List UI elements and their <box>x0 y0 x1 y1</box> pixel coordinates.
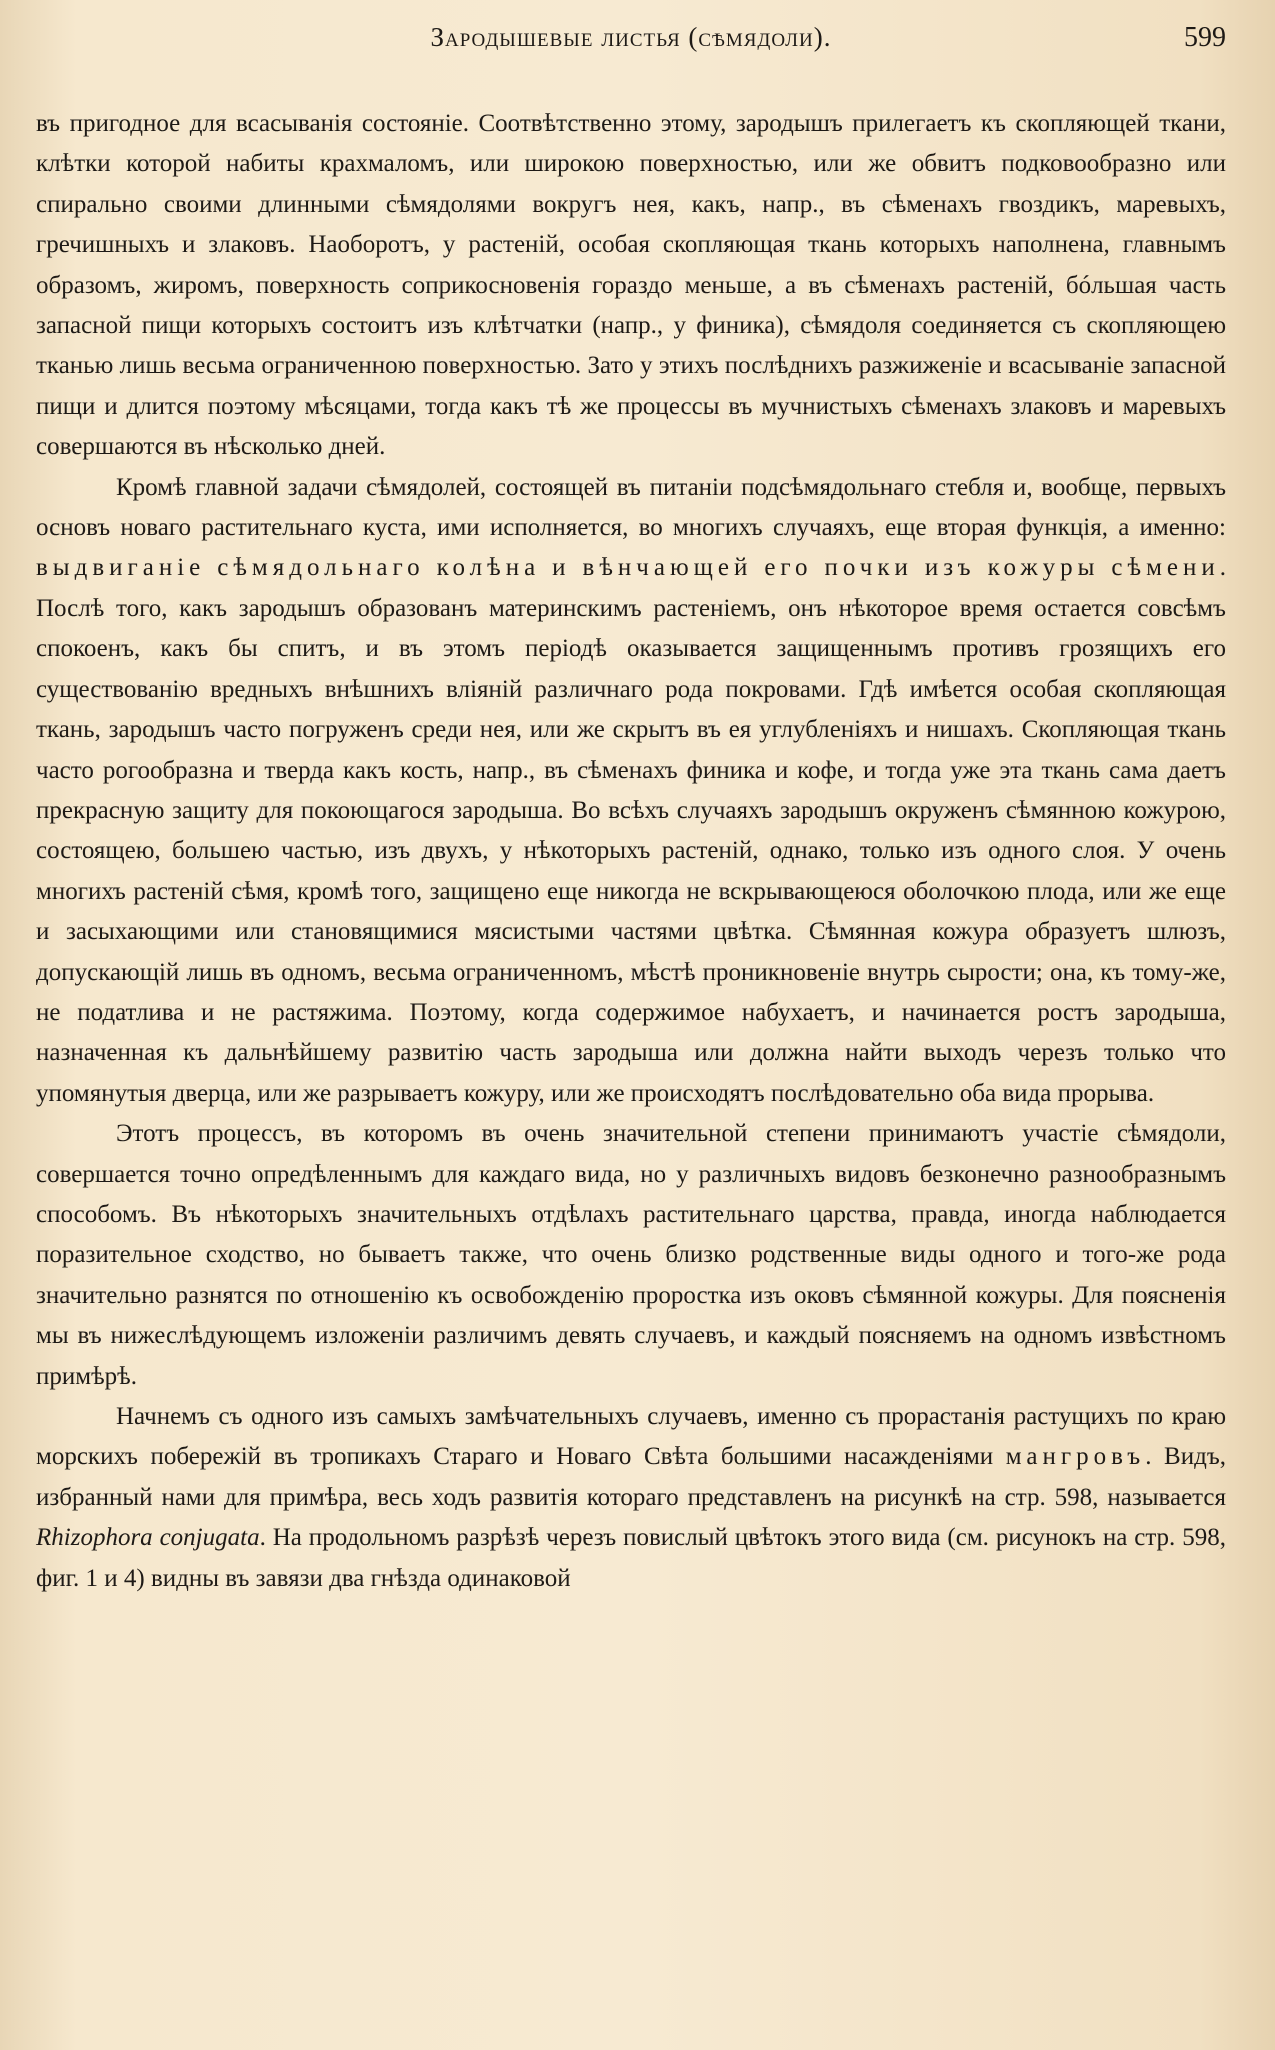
paragraph-2-text-after: . Послѣ того, какъ зародышъ образованъ материнскимъ растеніемъ, онъ нѣкоторое время остается совсѣмъ спокоенъ, какъ бы спитъ, и въ этомъ періодѣ оказывается защищеннымъ противъ грозящихъ его существованію вредныхъ внѣшнихъ вліяній различнаго рода покровами. Гдѣ имѣется особая скопляющая ткань, зародышъ часто погруженъ среди нея, или же скрытъ въ ея углубленіяхъ и нишахъ. Скопляющая ткань часто рогообразна и тверда какъ кость, напр., въ сѣменахъ финика и кофе, и тогда уже эта ткань сама даетъ прекрасную защиту для покоющагося зародыша. Во всѣхъ случаяхъ зародышъ окруженъ сѣмянною кожурою, состоящею, большею частью, изъ двухъ, у нѣкоторыхъ растеній, однако, только изъ одного слоя. У очень многихъ растеній сѣмя, кромѣ того, защищено еще никогда не вскрывающеюся оболочкою плода, или же еще и засыхающими или становящимися мясистыми частями цвѣтка. Сѣмянная кожура образуетъ шлюзъ, допускающій лишь въ одномъ, весьма ограниченномъ, мѣстѣ проникновеніе внутрь сырости; она, къ тому-же, не податлива и не растяжима. Поэтому, когда содержимое набухаетъ, и начинается ростъ зародыша, назначенная къ дальнѣйшему развитію часть зародыша или должна найти выходъ черезъ только что упомянутыя дверца, или же разрываетъ кожуру, или же происходятъ послѣдовательно оба вида прорыва. <box>36 554 1226 1107</box>
paragraph-4 <box>36 1397 1226 1599</box>
paragraph-4-text-middle: . Видъ, избранный нами для примѣра, весь ходъ развитія котораго представленъ на рисункѣ на стр. 598, называется <box>36 1443 1226 1511</box>
paragraph-3: Этотъ процессъ, въ которомъ въ очень значительной степени принимаютъ участіе сѣмядоли, совершается точно опредѣленнымъ для каждаго вида, но у различныхъ видовъ безконечно разнообразнымъ способомъ. Въ нѣкоторыхъ значительныхъ отдѣлахъ растительнаго царства, правда, иногда наблюдается поразительное сходство, но бываетъ также, что очень близко родственные виды одного и того-же рода значительно разнятся по отношенію къ освобожденію проростка изъ оковъ сѣмянной кожуры. Для поясненія мы въ нижеслѣдующемъ изложеніи различимъ девять случаевъ, и каждый поясняемъ на одномъ извѣстномъ примѣрѣ. <box>36 1120 1226 1390</box>
paragraph-4-spaced-emphasis: мангровъ <box>1005 1443 1146 1471</box>
paragraph-2-text-before: Кромѣ главной задачи сѣмядолей, состоящей въ питаніи подсѣмядольнаго стебля и, вообще, первыхъ основъ новаго растительнаго куста, ими исполняется, во многихъ случаяхъ, еще вторая функція, а именно: <box>36 473 1226 542</box>
running-title: Зародышевые листья (сѣмядоли). <box>430 22 832 52</box>
paragraph-4-text-after: . На продольномъ разрѣзѣ черезъ повислый цвѣтокъ этого вида (см. рисунокъ на стр. 598, фиг. 1 и 4) видны въ завязи два гнѣзда одинаковой <box>36 1524 1226 1592</box>
paragraph-1: въ пригодное для всасыванія состояніе. Соотвѣтственно этому, зародышъ прилегаетъ къ скопляющей ткани, клѣтки которой набиты крахмаломъ, или широкою поверхностью, или же обвитъ подковообразно или спирально своими длинными сѣмядолями вокругъ нея, какъ, напр., въ сѣменахъ гвоздикъ, маревыхъ, гречишныхъ и злаковъ. Наоборотъ, у растеній, особая скопляющая ткань которыхъ наполнена, главнымъ образомъ, жиромъ, поверхность соприкосновенія гораздо меньше, а въ сѣменахъ растеній, бóльшая часть запасной пищи которыхъ состоитъ изъ клѣтчатки (напр., у финика), сѣмядоля соединяется съ скопляющею тканью лишь весьма ограниченною поверхностью. Зато у этихъ послѣднихъ разжиженіе и всасываніе запасной пищи и длится поэтому мѣсяцами, тогда какъ тѣ же процессы въ мучнистыхъ сѣменахъ злаковъ и маревыхъ совершаются въ нѣсколько дней. <box>36 110 1226 461</box>
paragraph-2 <box>36 468 1226 1115</box>
page-number: 599 <box>1184 22 1226 53</box>
body-text <box>36 104 1226 1599</box>
paragraph-4-latin-name: Rhizophora conjugata <box>36 1524 260 1552</box>
paragraph-2-spaced-emphasis: выдвиганіе сѣмядольнаго колѣна и вѣнчающей его почки изъ кожуры сѣмени <box>36 554 1220 582</box>
paragraph-4-text-before: Начнемъ съ одного изъ самыхъ замѣчательныхъ случаевъ, именно съ прорастанія растущихъ по краю морскихъ побережій въ тропикахъ Стараго и Новаго Свѣта большими насажденіями <box>36 1403 1226 1471</box>
page-header <box>36 22 1226 68</box>
